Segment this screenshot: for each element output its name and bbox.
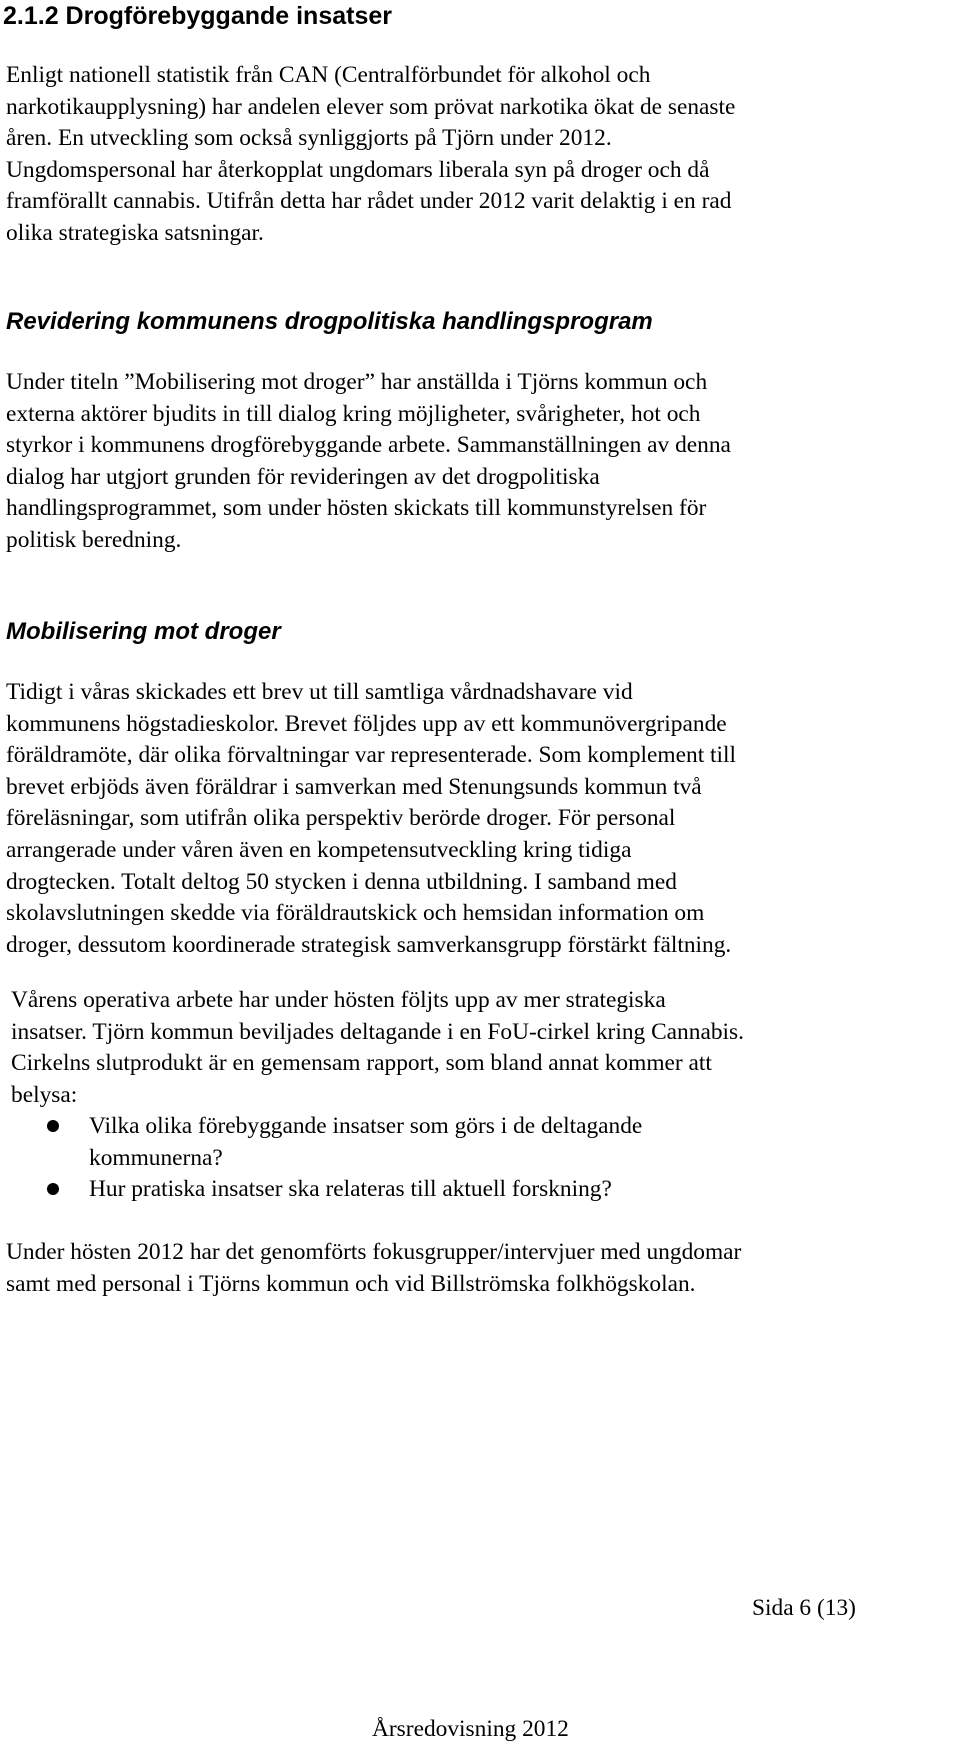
mobilisering-line: drogtecken. Totalt deltog 50 stycken i denna utbildning. I samband med [6, 868, 677, 895]
bullet-line: kommunerna? [89, 1144, 223, 1171]
varens-line: Vårens operativa arbete har under hösten följts upp av mer strategiska [11, 987, 666, 1013]
varens-paragraph [11, 985, 744, 1111]
mobilisering-line: Tidigt i våras skickades ett brev ut till samtliga vårdnadshavare vid [6, 679, 633, 705]
intro-line: Ungdomspersonal har återkopplat ungdomars liberala syn på droger och då [6, 156, 710, 183]
hosten-paragraph [6, 1237, 741, 1300]
bullet-list [0, 1111, 642, 1206]
intro-paragraph [6, 60, 735, 250]
list-item [0, 1111, 642, 1174]
mobilisering-line: skolavslutningen skedde via föräldrautskick och hemsidan information om [6, 900, 705, 927]
intro-line: Enligt nationell statistik från CAN (Centralförbundet för alkohol och [6, 62, 651, 88]
revidering-line: externa aktörer bjudits in till dialog kring möjligheter, svårigheter, hot och [6, 400, 701, 427]
section-heading: 2.1.2 Drogförebyggande insatser [3, 2, 393, 30]
intro-line: olika strategiska satsningar. [6, 219, 264, 246]
bullet-line: Vilka olika förebyggande insatser som görs i de deltagande [89, 1113, 643, 1139]
footer-title: Årsredovisning 2012 [372, 1716, 569, 1742]
mobilisering-line: brevet erbjöds även föräldrar i samverkan med Stenungsunds kommun två [6, 773, 702, 800]
mobilisering-line: droger, dessutom koordinerade strategisk samverkansgrupp förstärkt fältning. [6, 931, 732, 958]
revidering-line: Under titeln ”Mobilisering mot droger” har anställda i Tjörns kommun och [6, 369, 708, 395]
revidering-line: politisk beredning. [6, 526, 182, 553]
mobilisering-line: föreläsningar, som utifrån olika perspektiv berörde droger. För personal [6, 805, 676, 832]
intro-line: åren. En utveckling som också synliggjorts på Tjörn under 2012. [6, 125, 612, 152]
intro-line: narkotikaupplysning) har andelen elever som prövat narkotika ökat de senaste [6, 93, 736, 120]
revidering-line: dialog har utgjort grunden för revideringen av det drogpolitiska [6, 463, 600, 490]
intro-line: framförallt cannabis. Utifrån detta har rådet under 2012 varit delaktig i en rad [6, 188, 732, 215]
revidering-heading: Revidering kommunens drogpolitiska handlingsprogram [6, 308, 653, 335]
varens-line: Cirkelns slutprodukt är en gemensam rapport, som bland annat kommer att [11, 1050, 712, 1077]
revidering-paragraph [6, 367, 731, 557]
page-number: Sida 6 (13) [752, 1595, 856, 1621]
bullet-icon [47, 1120, 59, 1132]
mobilisering-line: föräldramöte, där olika förvaltningar var representerade. Som komplement till [6, 742, 737, 769]
bullet-line: Hur pratiska insatser ska relateras till aktuell forskning? [89, 1176, 612, 1203]
hosten-line: Under hösten 2012 har det genomförts fokusgrupper/intervjuer med ungdomar [6, 1239, 742, 1265]
revidering-line: handlingsprogrammet, som under hösten skickats till kommunstyrelsen för [6, 495, 707, 522]
mobilisering-line: kommunens högstadieskolor. Brevet följdes upp av ett kommunövergripande [6, 710, 727, 737]
varens-line: insatser. Tjörn kommun beviljades deltagande i en FoU-cirkel kring Cannabis. [11, 1018, 744, 1045]
varens-line: belysa: [11, 1081, 78, 1108]
mobilisering-paragraph [6, 677, 736, 961]
hosten-line: samt med personal i Tjörns kommun och vid Billströmska folkhögskolan. [6, 1270, 696, 1297]
list-item [0, 1174, 642, 1206]
bullet-icon [47, 1183, 59, 1195]
revidering-line: styrkor i kommunens drogförebyggande arbete. Sammanställningen av denna [6, 432, 731, 459]
mobilisering-heading: Mobilisering mot droger [6, 618, 281, 645]
mobilisering-line: arrangerade under våren även en kompetensutveckling kring tidiga [6, 836, 632, 863]
